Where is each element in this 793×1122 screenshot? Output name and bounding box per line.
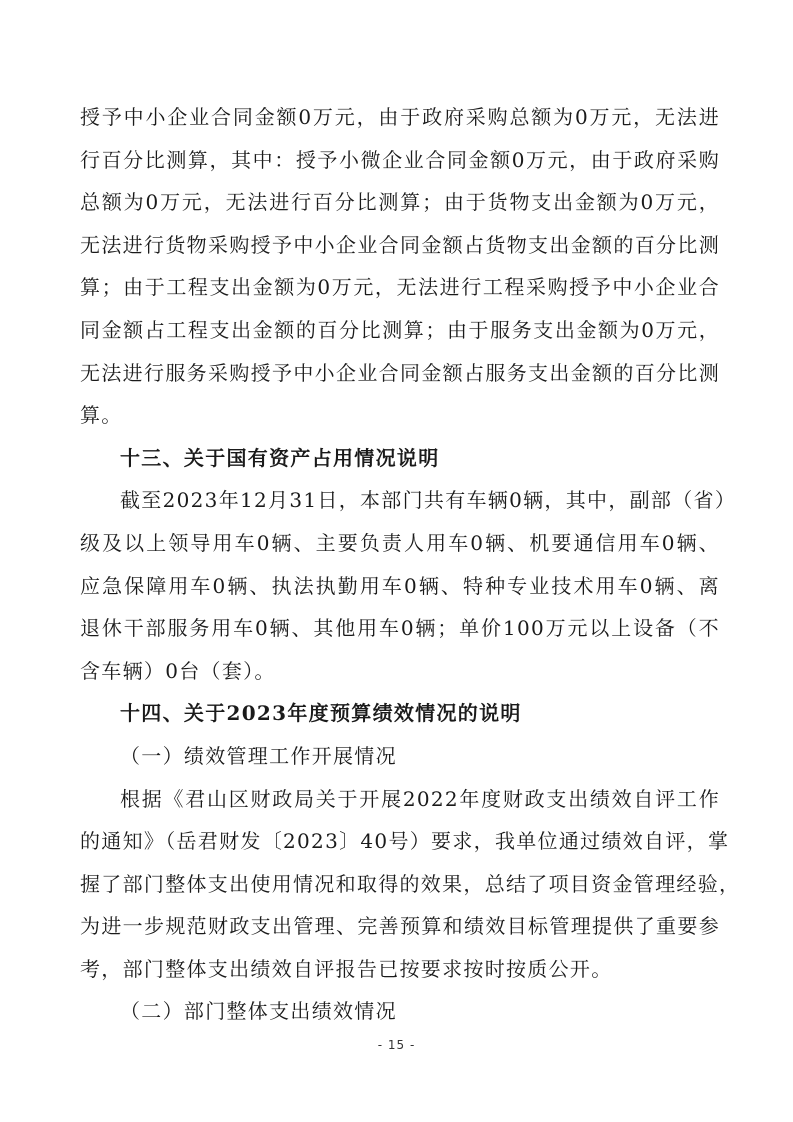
paragraph-line: 为进一步规范财政支出管理、完善预算和绩效目标管理提供了重要参 [80,914,720,939]
paragraph-line: 总额为0万元，无法进行百分比测算；由于货物支出金额为0万元， [80,190,720,215]
paragraph-line: 算；由于工程支出金额为0万元，无法进行工程采购授予中小企业合 [80,275,720,300]
paragraph-line: 无法进行货物采购授予中小企业合同金额占货物支出金额的百分比测 [80,232,720,257]
paragraph-line: 考，部门整体支出绩效自评报告已按要求按时按质公开。 [80,956,613,981]
paragraph-line: 截至2023年12月31日，本部门共有车辆0辆，其中，副部（省） [120,488,737,513]
page-number: - 15 - [377,1038,416,1052]
subsection-heading: （一）绩效管理工作开展情况 [120,743,397,768]
paragraph-line: 级及以上领导用车0辆、主要负责人用车0辆、机要通信用车0辆、 [80,530,720,555]
paragraph-line: 算。 [80,403,123,428]
subsection-heading: （二）部门整体支出绩效情况 [120,999,397,1024]
paragraph-line: 的通知》（岳君财发〔2023〕40号）要求，我单位通过绩效自评，掌 [80,829,730,854]
paragraph-line: 握了部门整体支出使用情况和取得的效果，总结了项目资金管理经验， [80,871,741,896]
paragraph-line: 应急保障用车0辆、执法执勤用车0辆、特种专业技术用车0辆、离 [80,573,720,598]
paragraph-line: 退休干部服务用车0辆、其他用车0辆；单价100万元以上设备（不 [80,616,720,641]
paragraph-line: 同金额占工程支出金额的百分比测算；由于服务支出金额为0万元， [80,317,720,342]
paragraph-line: 行百分比测算，其中：授予小微企业合同金额0万元，由于政府采购 [80,147,720,172]
paragraph-line: 授予中小企业合同金额0万元，由于政府采购总额为0万元，无法进 [80,105,720,129]
section-heading: 十三、关于国有资产占用情况说明 [120,445,440,470]
paragraph-line: 根据《君山区财政局关于开展2022年度财政支出绩效自评工作 [120,786,720,811]
document-body [80,96,741,1033]
section-heading: 十四、关于2023年度预算绩效情况的说明 [120,701,522,726]
paragraph-line: 含车辆）0台（套）。 [80,658,276,683]
paragraph-line: 无法进行服务采购授予中小企业合同金额占服务支出金额的百分比测 [80,360,720,385]
